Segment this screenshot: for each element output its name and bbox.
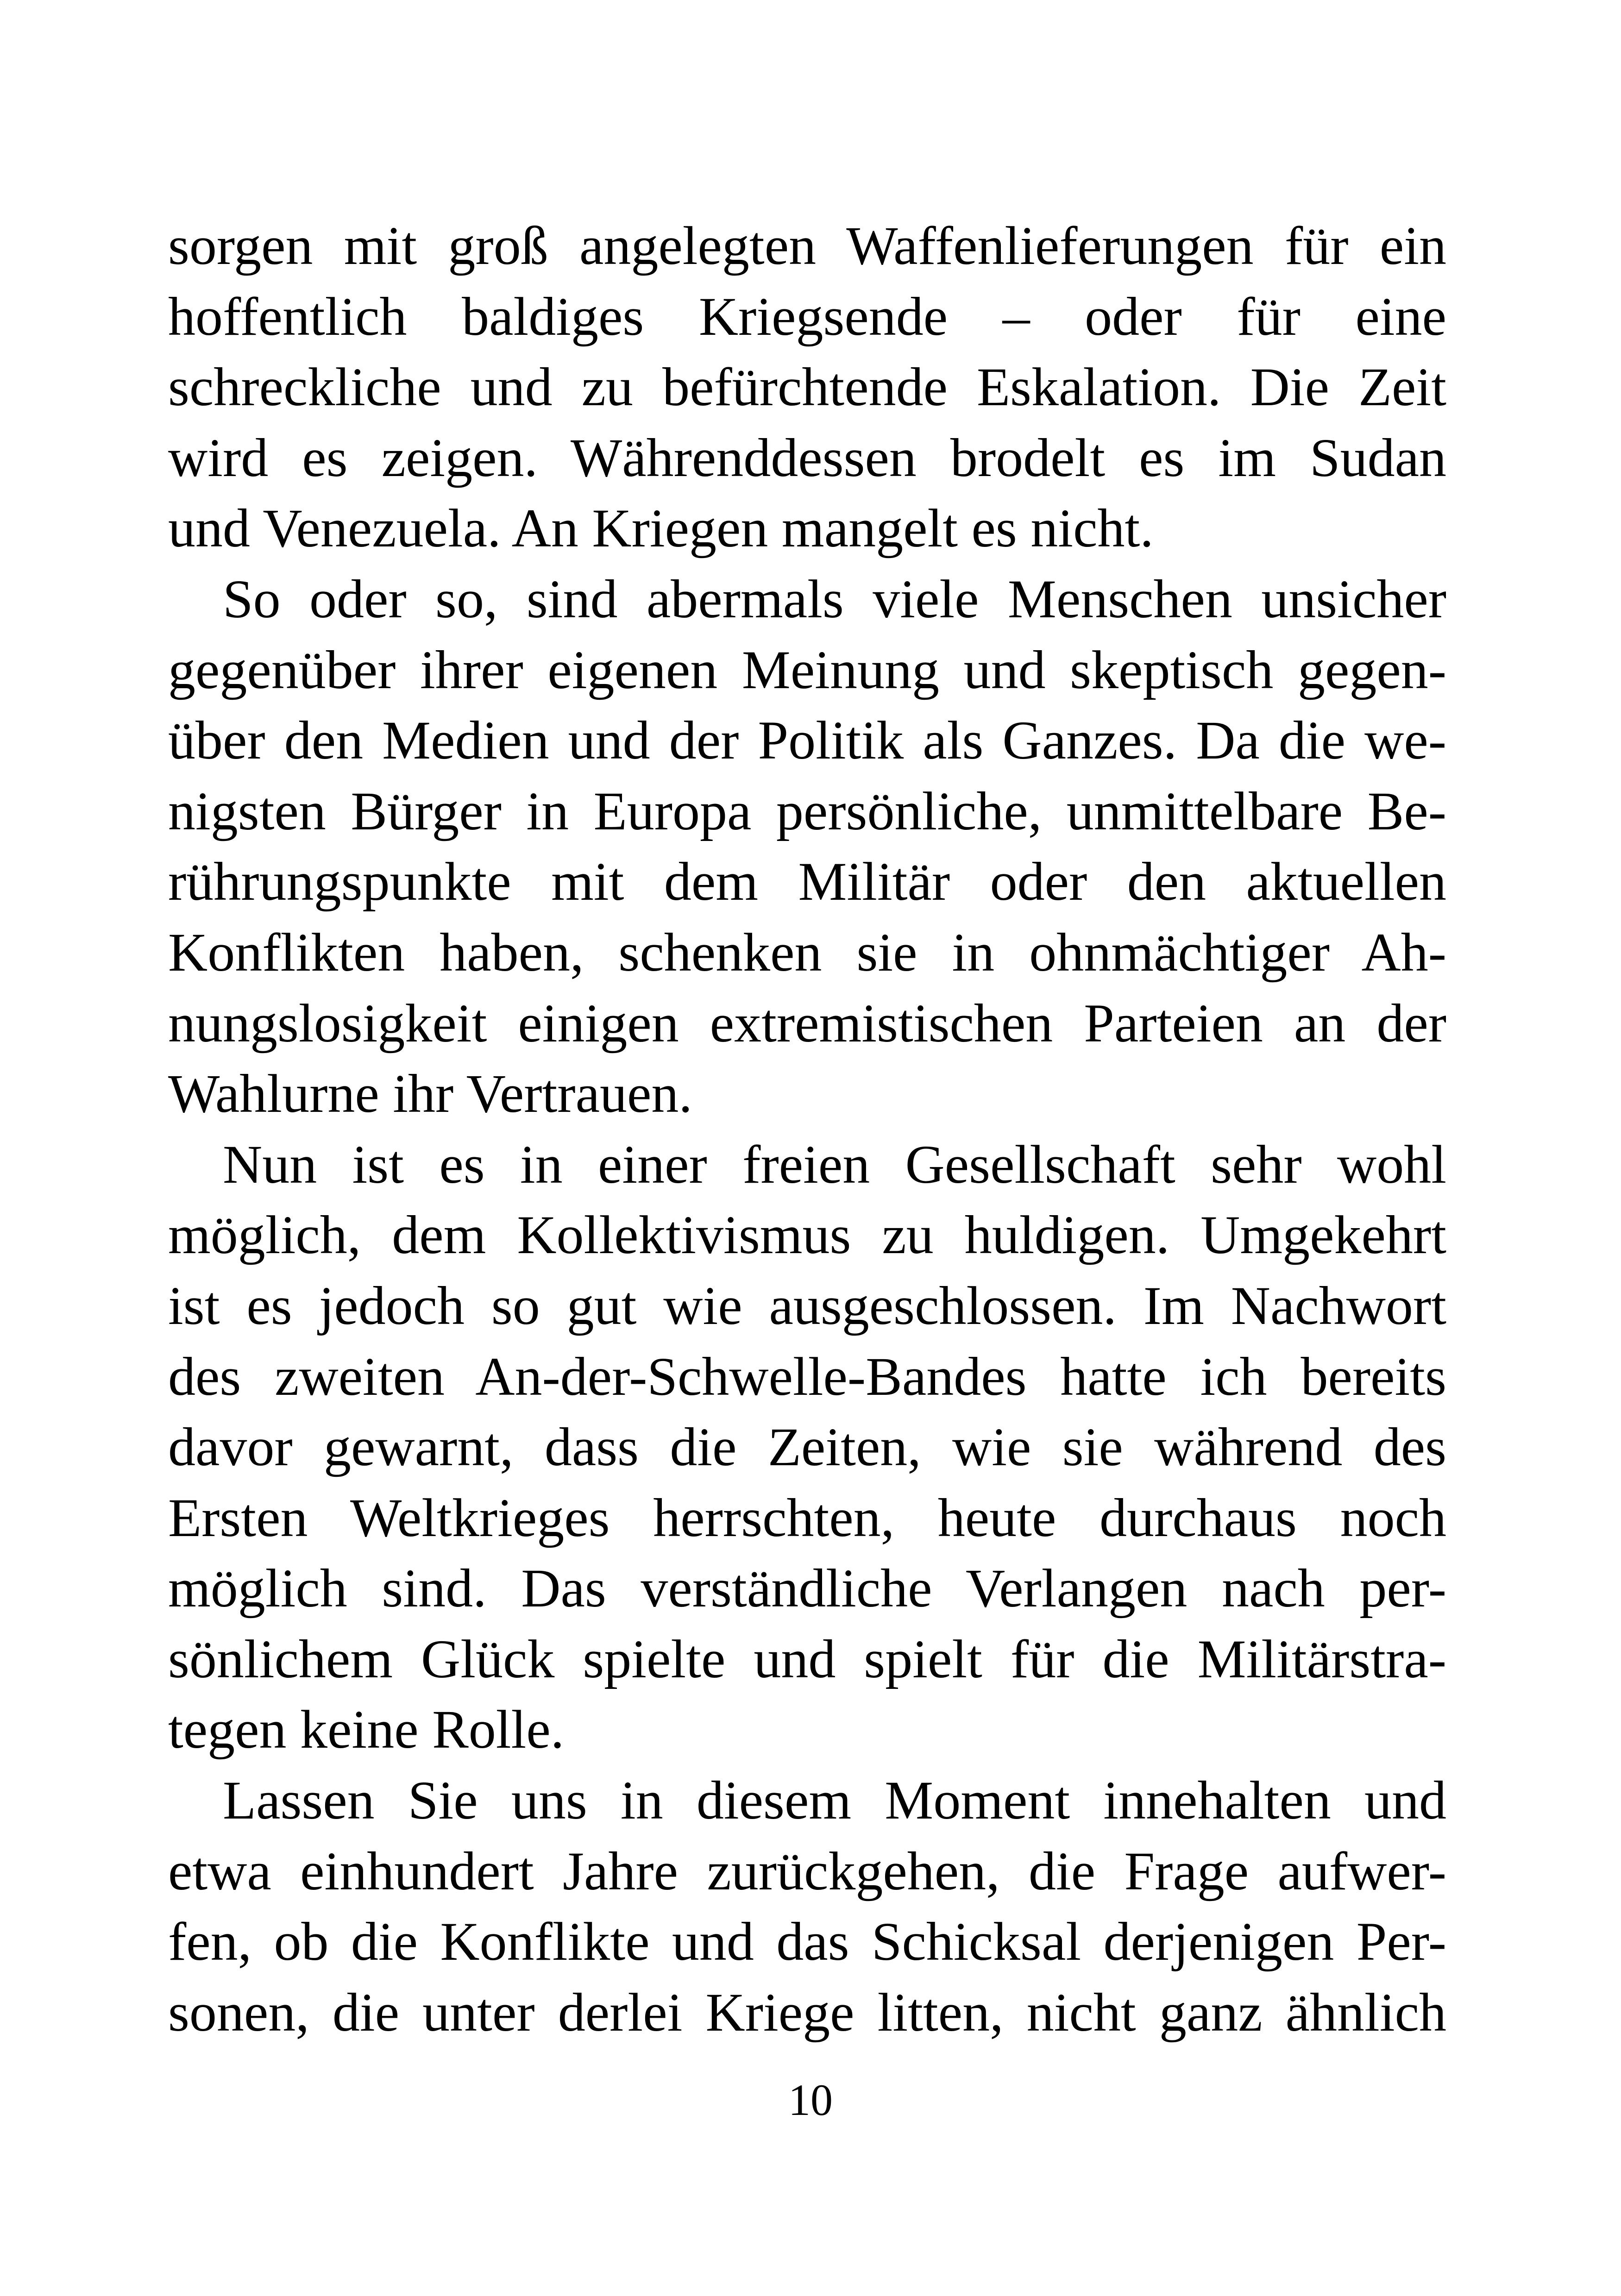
- text-line: etwa einhundert Jahre zurückgehen, die Frage aufwer-: [168, 1840, 1446, 1901]
- text-line: über den Medien und der Politik als Ganzes. Da die we-: [168, 710, 1446, 771]
- text-line: Ersten Weltkrieges herrschten, heute durchaus noch: [168, 1487, 1446, 1548]
- text-line: und Venezuela. An Kriegen mangelt es nicht.: [168, 498, 1154, 559]
- text-line: nigsten Bürger in Europa persönliche, unmittelbare Be-: [168, 780, 1446, 841]
- text-line: sorgen mit groß angelegten Waffenlieferungen für ein: [168, 215, 1446, 276]
- text-line: davor gewarnt, dass die Zeiten, wie sie während des: [168, 1417, 1446, 1478]
- text-line: fen, ob die Konflikte und das Schicksal derjenigen Per-: [168, 1911, 1446, 1972]
- text-line: gegenüber ihrer eigenen Meinung und skeptisch gegen-: [168, 639, 1446, 700]
- text-line: des zweiten An-der-Schwelle-Bandes hatte ich bereits: [168, 1346, 1446, 1407]
- text-line: möglich sind. Das verständliche Verlangen nach per-: [168, 1558, 1446, 1619]
- text-line: Konflikten haben, schenken sie in ohnmächtiger Ah-: [168, 922, 1446, 983]
- text-line: Nun ist es in einer freien Gesellschaft sehr wohl: [223, 1134, 1446, 1195]
- text-line: sonen, die unter derlei Kriege litten, nicht ganz ähnlich: [168, 1982, 1446, 2043]
- text-line: Lassen Sie uns in diesem Moment innehalten und: [223, 1770, 1446, 1831]
- text-line: rührungspunkte mit dem Militär oder den aktuellen: [168, 851, 1446, 912]
- page-number: 10: [788, 2075, 833, 2125]
- text-line: ist es jedoch so gut wie ausgeschlossen. Im Nachwort: [168, 1275, 1446, 1336]
- text-line: tegen keine Rolle.: [168, 1699, 565, 1760]
- paragraph: [168, 1765, 1446, 2048]
- text-line: möglich, dem Kollektivismus zu huldigen. Umgekehrt: [168, 1204, 1446, 1266]
- text-line: So oder so, sind abermals viele Menschen unsicher: [223, 568, 1446, 629]
- paragraph: [168, 564, 1446, 1129]
- text-line: wird es zeigen. Währenddessen brodelt es im Sudan: [168, 427, 1446, 488]
- paragraph: [168, 211, 1446, 564]
- body-text: [168, 211, 1446, 2048]
- text-line: hoffentlich baldiges Kriegsende – oder für eine: [168, 286, 1446, 347]
- text-line: schreckliche und zu befürchtende Eskalation. Die Zeit: [168, 357, 1446, 418]
- text-line: nungslosigkeit einigen extremistischen Parteien an der: [168, 992, 1446, 1054]
- text-line: sönlichem Glück spielte und spielt für die Militärstra-: [168, 1628, 1446, 1689]
- paragraph: [168, 1129, 1446, 1765]
- text-line: Wahlurne ihr Vertrauen.: [168, 1063, 692, 1124]
